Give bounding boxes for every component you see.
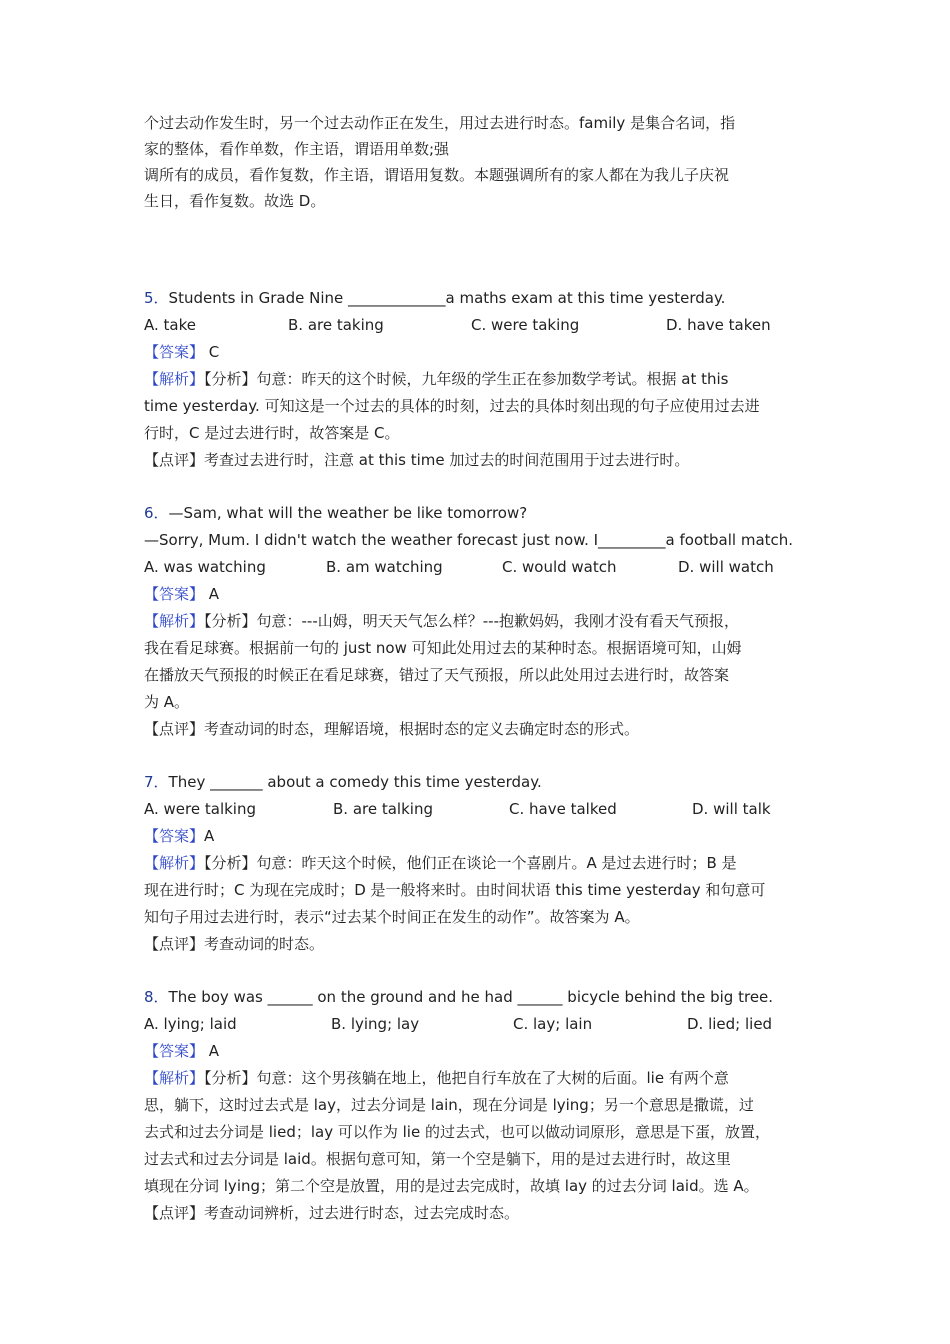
option-a: A. lying; laid — [144, 1015, 237, 1033]
question-6 — [144, 500, 809, 743]
answer-value: A — [204, 827, 215, 845]
analysis-text: 行时，C 是过去进行时，故答案是 C。 — [144, 424, 400, 442]
option-a: A. take — [144, 316, 196, 334]
question-stem: The boy was ______ on the ground and he had ______ bicycle behind the big tree. — [168, 988, 774, 1006]
option-b: B. lying; lay — [331, 1015, 420, 1033]
intro-line: 生日，看作复数。故选 D。 — [144, 192, 326, 210]
answer-value: A — [204, 585, 220, 603]
analysis-text: 过去式和过去分词是 laid。根据句意可知，第一个空是躺下，用的是过去进行时，故这里 — [144, 1150, 731, 1168]
option-b: B. am watching — [326, 558, 443, 576]
options-row — [144, 1011, 809, 1038]
option-d: D. will talk — [692, 800, 771, 818]
question-7 — [144, 769, 809, 958]
analysis-tag: 【解析】 — [144, 370, 205, 388]
question-8 — [144, 984, 809, 1227]
analysis-text: 我在看足球赛。根据前一句的 just now 可知此处用过去的某种时态。根据语境可知，山姆 — [144, 639, 742, 657]
option-a: A. were talking — [144, 800, 256, 818]
analysis-tag: 【解析】 — [144, 1069, 205, 1087]
option-c: C. have talked — [509, 800, 617, 818]
comment-text: 【点评】考查动词的时态。 — [144, 935, 325, 953]
option-b: B. are taking — [288, 316, 384, 334]
document-page — [144, 110, 809, 1227]
options-row — [144, 796, 809, 823]
option-c: C. lay; lain — [513, 1015, 593, 1033]
analysis-tag: 【解析】 — [144, 612, 205, 630]
option-a: A. was watching — [144, 558, 266, 576]
analysis-text: 【分析】句意：---山姆，明天天气怎么样？---抱歉妈妈，我刚才没有看天气预报， — [204, 612, 739, 630]
question-stem: Students in Grade Nine _____________a maths exam at this time yesterday. — [168, 289, 726, 307]
option-c: C. were taking — [471, 316, 580, 334]
comment-text: 【点评】考查动词的时态，理解语境，根据时态的定义去确定时态的形式。 — [144, 720, 640, 738]
question-stem: They _______ about a comedy this time yesterday. — [168, 773, 542, 791]
analysis-text: 在播放天气预报的时候正在看足球赛，错过了天气预报，所以此处用过去进行时，故答案 — [144, 666, 730, 684]
question-number: 6． — [144, 504, 169, 522]
analysis-text: 去式和过去分词是 lied；lay 可以作为 lie 的过去式，也可以做动词原形，意思是下蛋，放置， — [144, 1123, 770, 1141]
option-b: B. are talking — [333, 800, 433, 818]
answer-tag: 【答案】 — [144, 585, 205, 603]
answer-tag: 【答案】 — [144, 827, 205, 845]
answer-value: C — [204, 343, 220, 361]
analysis-text: 填现在分词 lying；第二个空是放置，用的是过去完成时，故填 lay 的过去分词 laid。选 A。 — [144, 1177, 759, 1195]
intro-line: 家的整体，看作单数，作主语，谓语用单数;强 — [144, 140, 450, 158]
option-d: D. lied; lied — [687, 1015, 773, 1033]
comment-text: 【点评】考查过去进行时，注意 at this time 加过去的时间范围用于过去进行时。 — [144, 451, 690, 469]
comment-text: 【点评】考查动词辨析，过去进行时态，过去完成时态。 — [144, 1204, 520, 1222]
question-stem: —Sorry, Mum. I didn't watch the weather forecast just now. I_________a football match. — [144, 531, 794, 549]
analysis-text: 思，躺下，这时过去式是 lay，过去分词是 lain，现在分词是 lying；另一个意思是撒谎，过 — [144, 1096, 754, 1114]
answer-tag: 【答案】 — [144, 343, 205, 361]
analysis-text: 【分析】句意：昨天的这个时候，九年级的学生正在参加数学考试。根据 at this — [204, 370, 729, 388]
analysis-text: 为 A。 — [144, 693, 190, 711]
question-number: 7． — [144, 773, 169, 791]
analysis-text: 【分析】句意：昨天这个时候，他们正在谈论一个喜剧片。A 是过去进行时；B 是 — [204, 854, 737, 872]
intro-line: 调所有的成员，看作复数，作主语，谓语用复数。本题强调所有的家人都在为我儿子庆祝 — [144, 166, 730, 184]
question-number: 5． — [144, 289, 169, 307]
analysis-tag: 【解析】 — [144, 854, 205, 872]
option-c: C. would watch — [502, 558, 617, 576]
answer-tag: 【答案】 — [144, 1042, 205, 1060]
answer-value: A — [204, 1042, 220, 1060]
analysis-text: 现在进行时；C 为现在完成时；D 是一般将来时。由时间状语 this time yesterday 和句意可 — [144, 881, 766, 899]
analysis-text: 【分析】句意：这个男孩躺在地上，他把自行车放在了大树的后面。lie 有两个意 — [204, 1069, 729, 1087]
options-row — [144, 312, 809, 339]
options-row — [144, 554, 809, 581]
question-stem: —Sam, what will the weather be like tomorrow? — [168, 504, 528, 522]
analysis-text: time yesterday. 可知这是一个过去的具体的时刻，过去的具体时刻出现的句子应使用过去进 — [144, 397, 760, 415]
question-number: 8． — [144, 988, 169, 1006]
question-5 — [144, 285, 809, 474]
intro-line: 个过去动作发生时，另一个过去动作正在发生，用过去进行时态。family 是集合名词，指 — [144, 114, 736, 132]
analysis-text: 知句子用过去进行时，表示“过去某个时间正在发生的动作”。故答案为 A。 — [144, 908, 640, 926]
option-d: D. have taken — [666, 316, 771, 334]
option-d: D. will watch — [678, 558, 774, 576]
